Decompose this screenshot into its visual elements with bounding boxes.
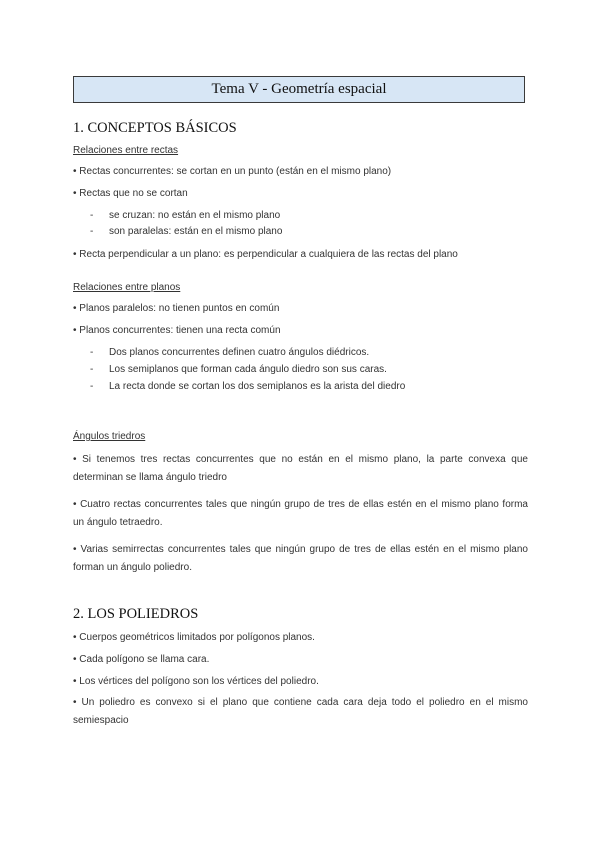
dash-mark: - (90, 364, 94, 375)
subtitle-relaciones-rectas: Relaciones entre rectas (73, 145, 179, 156)
paragraph-triedro: • Si tenemos tres rectas concurrentes que no están en el mismo plano, la parte convexa que determinan se llama ángulo triedro (73, 454, 528, 483)
paragraph-poliedro: • Varias semirrectas concurrentes tales que ningún grupo de tres de ellas estén en el mismo plano forman un ángulo poliedro. (73, 544, 528, 573)
bullet-rectas-no-cortan: • Rectas que no se cortan (73, 188, 188, 199)
dash-item-text: se cruzan: no están en el mismo plano (109, 210, 281, 221)
dash-item-semiplanos (90, 364, 387, 375)
title-box (73, 76, 525, 103)
dash-item-text: son paralelas: están en el mismo plano (109, 226, 283, 237)
dash-mark: - (90, 226, 94, 237)
dash-item-se-cruzan (90, 210, 280, 221)
dash-item-text: Los semiplanos que forman cada ángulo diedro son sus caras. (109, 364, 387, 375)
dash-mark: - (90, 347, 94, 358)
dash-item-text: La recta donde se cortan los dos semiplanos es la arista del diedro (109, 381, 406, 392)
subtitle-relaciones-planos: Relaciones entre planos (73, 282, 181, 293)
bullet-planos-concurrentes: • Planos concurrentes: tienen una recta común (73, 325, 281, 336)
bullet-recta-perpendicular: • Recta perpendicular a un plano: es perpendicular a cualquiera de las rectas del plano (73, 249, 458, 260)
subtitle-angulos-triedros: Ángulos triedros (73, 431, 146, 442)
dash-mark: - (90, 381, 94, 392)
dash-item-paralelas (90, 226, 282, 237)
section-heading-poliedros: 2. LOS POLIEDROS (73, 606, 199, 622)
bullet-cuerpos-geometricos: • Cuerpos geométricos limitados por polígonos planos. (73, 632, 315, 643)
dash-mark: - (90, 210, 94, 221)
bullet-cara: • Cada polígono se llama cara. (73, 654, 210, 665)
document-title: Tema V - Geometría espacial (211, 81, 387, 97)
dash-item-text: Dos planos concurrentes definen cuatro ángulos diédricos. (109, 347, 370, 358)
paragraph-convexo: • Un poliedro es convexo si el plano que contiene cada cara deja todo el poliedro en el mismo semiespacio (73, 697, 528, 726)
bullet-planos-paralelos: • Planos paralelos: no tienen puntos en común (73, 303, 280, 314)
bullet-rectas-concurrentes: • Rectas concurrentes: se cortan en un punto (están en el mismo plano) (73, 166, 392, 177)
section-heading-conceptos: 1. CONCEPTOS BÁSICOS (73, 120, 237, 136)
dash-item-arista (90, 381, 405, 392)
dash-item-diedricos (90, 347, 369, 358)
bullet-vertices: • Los vértices del polígono son los vértices del poliedro. (73, 676, 319, 687)
paragraph-tetraedro: • Cuatro rectas concurrentes tales que ningún grupo de tres de ellas estén en el mismo plano forma un ángulo tetraedro. (73, 499, 528, 528)
